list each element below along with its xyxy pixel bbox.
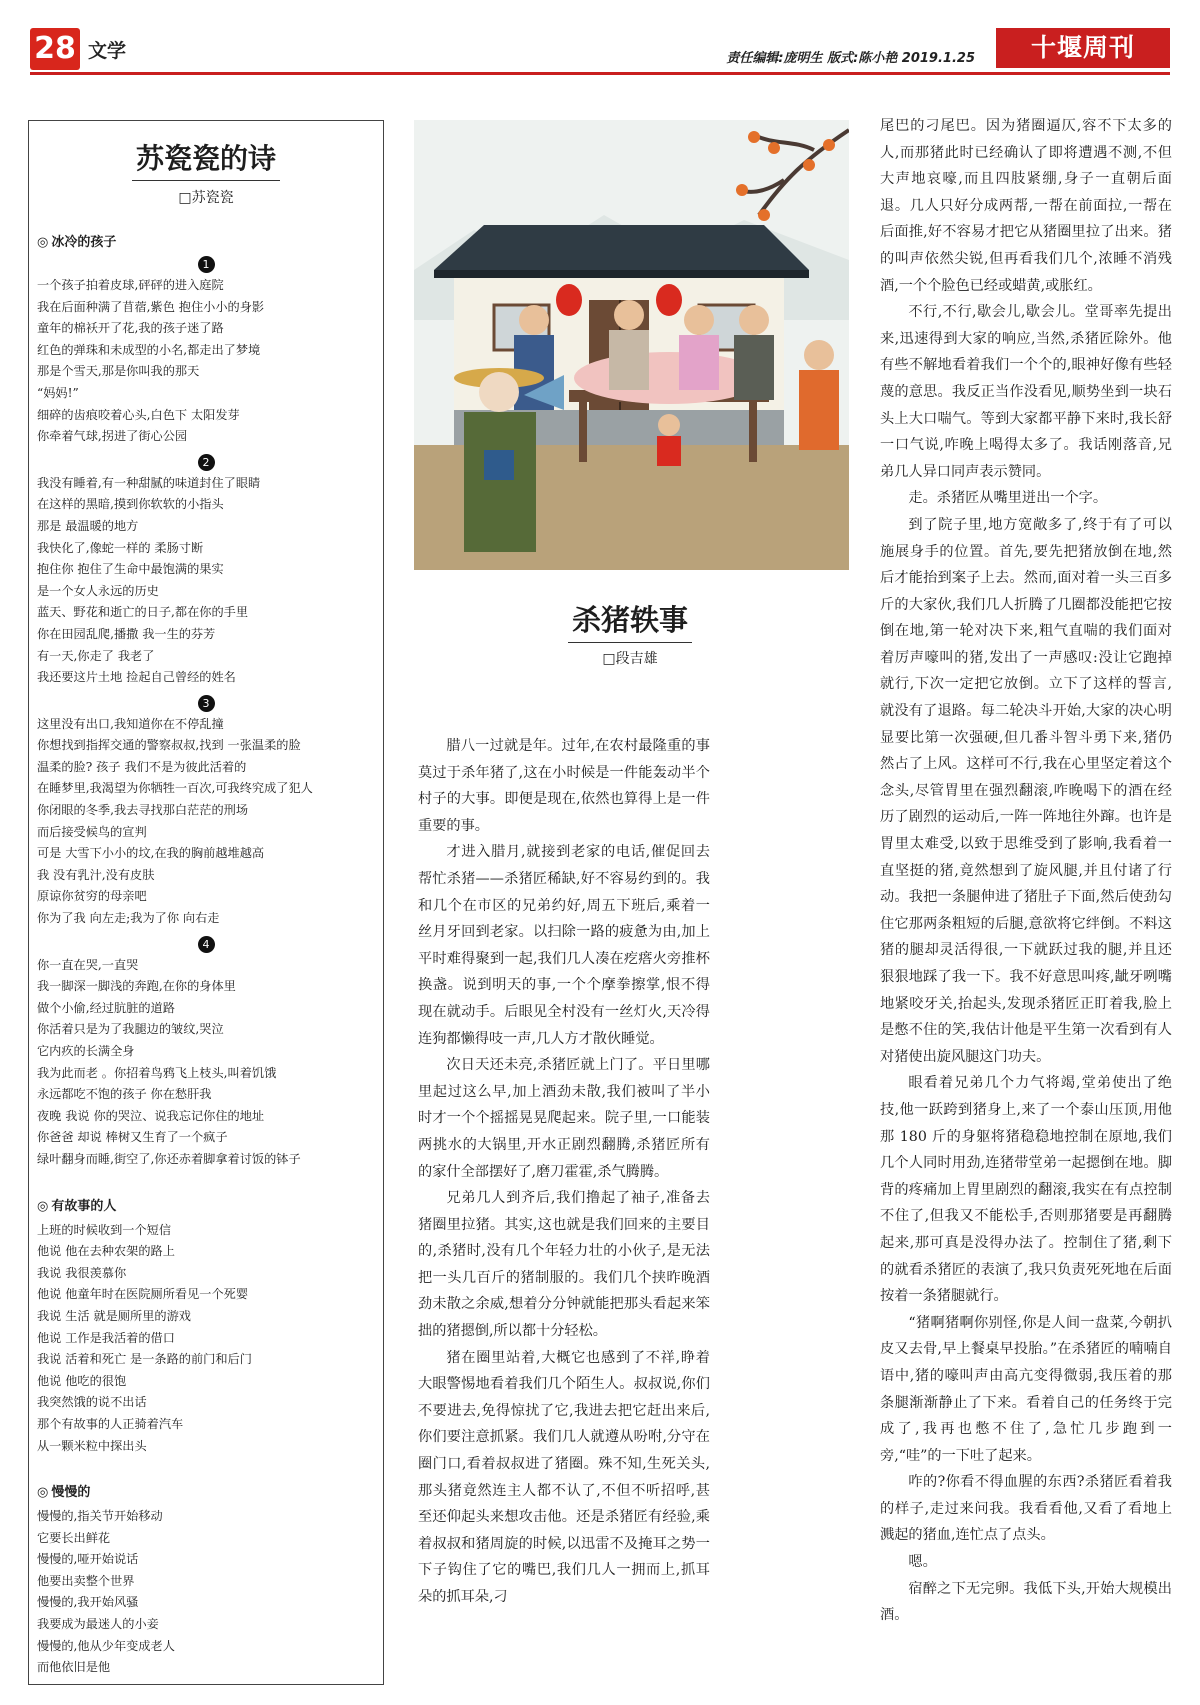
poem-line: 我快化了,像蛇一样的 柔肠寸断 xyxy=(37,540,204,555)
poem-line: 而他依旧是他 xyxy=(37,1660,111,1675)
poem-title xyxy=(29,137,383,181)
story-paragraph: 嗯。 xyxy=(908,1554,937,1571)
poem-line: 他说 工作是我活着的借口 xyxy=(37,1330,175,1345)
poem-title-text: 苏瓷瓷的诗 xyxy=(132,137,280,181)
poem-line: 有一天,你走了 我老了 xyxy=(37,648,155,663)
story-paragraph: 不行,不行,歇会儿,歇会儿。堂哥率先提出来,迅速得到大家的响应,当然,杀猪匠除外。他有些不解地看着我们一个个的,眼神好像有些轻蔑的意思。我反正当作没看见,顺势坐到一块石头上大口喘气。等到大家都平静下来时,我长舒一口气说,咋晚上喝得太多了。我话刚落音,兄弟几人异口同声表示赞同。 xyxy=(880,304,1172,480)
poem-line: 它要长出鲜花 xyxy=(37,1530,111,1545)
poem-subtitle-text: 有故事的人 xyxy=(51,1198,117,1214)
poem-line: 我没有睡着,有一种甜腻的味道封住了眼睛 xyxy=(37,475,261,490)
header-divider xyxy=(30,72,1170,75)
bullet-icon: ◎ xyxy=(37,235,49,250)
poem-line: 你闭眼的冬季,我去寻找那白茫茫的刑场 xyxy=(37,803,249,818)
bullet-icon: ◎ xyxy=(37,1198,49,1214)
poem-line: 一个孩子拍着皮球,砰砰的进入庭院 xyxy=(37,278,224,292)
poem-line: 它内疚的长满全身 xyxy=(37,1044,135,1058)
poem-line: 他说 他吃的很饱 xyxy=(37,1373,127,1388)
story-paragraph: 兄弟几人到齐后,我们撸起了袖子,准备去猪圈里拉猪。其实,这也就是我们回来的主要目的,杀猪时,没有几个年轻力壮的小伙子,是无法把一头几百斤的猪制服的。我们几个挟昨晚酒劲未散之余威,想着分分钟就能把那头看起来笨拙的猪摁倒,所以都十分轻松。 xyxy=(418,1190,710,1340)
poem-line: 你在田园乱爬,播撒 我一生的芬芳 xyxy=(37,626,216,641)
poem-line: 绿叶翻身而睡,街空了,你还赤着脚拿着讨饭的钵子 xyxy=(37,1151,301,1166)
poem-line: 慢慢的,哑开始说话 xyxy=(37,1552,139,1567)
masthead-logo: 十堰周刊 xyxy=(996,28,1170,68)
poem-line: 慢慢的,他从少年变成老人 xyxy=(37,1638,175,1653)
poem-line: 我要成为最迷人的小妾 xyxy=(37,1617,159,1632)
poem-subtitle-text: 冰冷的孩子 xyxy=(51,235,117,250)
poem-line: 他说 他童年时在医院厕所看见一个死婴 xyxy=(37,1287,249,1302)
story-paragraph: 宿醉之下无完卵。我低下头,开始大规模出酒。 xyxy=(880,1580,1172,1624)
poem-line: 在睡梦里,我渴望为你牺牲一百次,可我终究成了犯人 xyxy=(37,781,313,796)
poem-author: □苏瓷瓷 xyxy=(178,190,234,206)
poem-line: 细碎的齿痕咬着心头,白色下 太阳发芽 xyxy=(37,407,240,422)
poem-line: 这里没有出口,我知道你在不停乱撞 xyxy=(37,716,224,731)
poem-line: 原谅你贫穷的母亲吧 xyxy=(37,889,147,904)
poem-line: 你活着只是为了我腿边的皱纹,哭泣 xyxy=(37,1022,224,1037)
story-paragraph: 次日天还未亮,杀猪匠就上门了。平日里哪里起过这么早,加上酒劲未散,我们被叫了半小时才一个个摇摇晃晃爬起来。院子里,一口能装两挑水的大锅里,开水正剧烈翻腾,杀猪匠所有的家什全部摆好了,磨刀霍霍,杀气腾腾。 xyxy=(418,1057,710,1180)
poem-line: 我突然饿的说不出话 xyxy=(37,1395,147,1410)
poem-subtitle xyxy=(37,231,383,250)
poem-line: 蓝天、野花和逝亡的日子,都在你的手里 xyxy=(37,605,249,620)
story-paragraph: 尾巴的刁尾巴。因为猪圈逼仄,容不下太多的人,而那猪此时已经确认了即将遭遇不测,不但大声地哀嚎,而且四肢紧绷,身子一直朝后面退。几人只好分成两帮,一帮在前面拉,一帮在后面推,好不容易才把它从猪圈里拉了出来。猪的叫声依然尖锐,但再看我们几个,浓睡不消残酒,一个个脸色已经或蜡黄,或胀红。 xyxy=(880,118,1172,294)
story-paragraph: 才进入腊月,就接到老家的电话,催促回去帮忙杀猪——杀猪匠稀缺,好不容易约到的。我和几个在市区的兄弟约好,周五下班后,乘着一丝月牙回到老家。以扫除一路的疲惫为由,加上平时难得聚到一起,我们几人凑在疙瘩火旁推杯换盏。说到明天的事,一个个摩拳擦掌,恨不得现在就动手。后眼见全村没有一丝灯火,天冷得连狗都懒得吱一声,几人方才散伙睡觉。 xyxy=(418,844,710,1047)
poem-line: “妈妈!” xyxy=(37,385,79,400)
poem-line: 那个有故事的人正骑着汽车 xyxy=(37,1416,184,1431)
section-number: 1 xyxy=(198,256,215,273)
poem-line: 童年的棉袄开了花,我的孩子迷了路 xyxy=(37,321,224,336)
page-header xyxy=(30,28,1170,74)
poem-body xyxy=(29,231,383,1679)
poem-line: 他要出卖整个世界 xyxy=(37,1573,135,1588)
story-paragraph: 眼看着兄弟几个力气将竭,堂弟使出了绝技,他一跃跨到猪身上,来了一个泰山压顶,用他那 180 斤的身躯将猪稳稳地控制在原地,我们几个人同时用劲,连猪带堂弟一起摁倒在地。脚背的疼痛加上胃里剧烈的翻滚,我实在有点控制不住了,但我又不能松手,否则那猪要是再翻腾起来,那可真是没得办法了。控制住了猪,剩下的就看杀猪匠的表演了,我只负责死死地在后面按着一条猪腿就行。 xyxy=(880,1075,1172,1305)
editor-credits: 责任编辑:庞明生 版式:陈小艳 2019.1.25 xyxy=(726,51,975,66)
poem-line: 我为此而老 。你招着鸟鸦飞上枝头,叫着饥饿 xyxy=(37,1065,277,1080)
poem-line: 你爸爸 却说 棒树又生育了一个疯子 xyxy=(37,1130,228,1145)
poem-line: 我 没有乳汁,没有皮肤 xyxy=(37,867,155,882)
section-number: 2 xyxy=(198,454,215,471)
poem-line: 我一脚深一脚浅的奔跑,在你的身体里 xyxy=(37,979,236,994)
poem-line: 我说 生活 就是厕所里的游戏 xyxy=(37,1308,191,1323)
poem-line: 他说 他在去种农架的路上 xyxy=(37,1244,175,1259)
poem-line: 是一个女人永远的历史 xyxy=(37,583,159,598)
section-label: 文学 xyxy=(88,40,127,62)
poem-line: 我还要这片土地 捡起自己曾经的姓名 xyxy=(37,670,236,685)
story-column-2 xyxy=(880,113,1172,1685)
story-paragraph: 猪在圈里站着,大概它也感到了不祥,睁着大眼警惕地看着我们几个陌生人。叔叔说,你们不要进去,免得惊扰了它,我进去把它赶出来后,你们要注意抓紧。我们几人就遵从吩咐,分守在圈门口,看着叔叔进了猪圈。殊不知,生死关头,那头猪竟然连主人都不认了,不但不听招呼,甚至还仰起头来想攻击他。还是杀猪匠有经验,乘着叔叔和猪周旋的时候,以迅雷不及掩耳之势一下子钩住了它的嘴巴,我们几人一拥而上,抓耳朵的抓耳朵,刁 xyxy=(418,1349,710,1605)
section-number: 4 xyxy=(198,936,215,953)
poem-line: 你牵着气球,拐进了街心公园 xyxy=(37,429,188,444)
poem-line: 慢慢的,我开始风骚 xyxy=(37,1595,139,1610)
poem-line: 抱住你 抱住了生命中最饱满的果实 xyxy=(37,562,224,577)
poem-line: 夜晚 我说 你的哭泣、说我忘记你住的地址 xyxy=(37,1108,265,1123)
story-column-1 xyxy=(418,733,710,1685)
story-paragraph: 到了院子里,地方宽敞多了,终于有了可以施展身手的位置。首先,要先把猪放倒在地,然后才能抬到案子上去。然而,面对着一头三百多斤的大家伙,我们几人折腾了几圈都没能把它按倒在地,第一轮对决下来,粗气直喘的我们面对着厉声嚎叫的猪,发出了一声感叹:没让它跑掉就行,下次一定把它放倒。立下了这样的誓言,就没有了退路。每二轮决斗开始,大家的决心明显要比第一次强硬,但几番斗智斗勇下来,猪仍然占了上风。这样可不行,我在心里坚定着这个念头,尽管胃里在强烈翻滚,咋晚喝下的酒在经历了剧烈的运动后,一阵一阵地往外蹿。也许是胃里太难受,以致于思维受到了影响,我看着一直坚挺的猪,竟然想到了旋风腿,并且付诸了行动。我把一条腿伸进了猪肚子下面,然后使劲勾住它那两条粗短的后腿,意欲将它绊倒。不料这猪的腿却灵活得很,一下就跃过我的腿,并且还狠狠地踩了我一下。我不好意思叫疼,龇牙咧嘴地紧咬牙关,抬起头,发现杀猪匠正盯着我,脸上是憋不住的笑,我估计他是平生第一次看到有人对猪使出旋风腿这门功夫。 xyxy=(880,516,1172,1065)
story-paragraph: “猪啊猪啊你别怪,你是人间一盘菜,今朝扒皮又去骨,早上餐桌早投胎。”在杀猪匠的喃喃自语中,猪的嚎叫声由高亢变得微弱,我压着的那条腿渐渐静止了下来。看着自己的任务终于完成了,我再也憋不住了,急忙几步跑到一旁,“哇”的一下吐了起来。 xyxy=(880,1314,1172,1464)
section-number: 3 xyxy=(198,695,215,712)
poem-line: 你想找到指挥交通的警察叔叔,找到 一张温柔的脸 xyxy=(37,738,301,753)
poem-line: 而后接受候鸟的宣判 xyxy=(37,824,147,839)
poem-line: 从一颗米粒中探出头 xyxy=(37,1438,147,1453)
poem-box xyxy=(28,120,384,1685)
poem-line: 我说 活着和死亡 是一条路的前门和后门 xyxy=(37,1352,252,1367)
story-paragraph: 走。杀猪匠从嘴里迸出一个字。 xyxy=(908,490,1108,507)
poem-line: 我说 我很羡慕你 xyxy=(37,1265,127,1280)
poem-line: 做个小偷,经过肮脏的道路 xyxy=(37,1000,175,1015)
poem-line: 可是 大雪下小小的坟,在我的胸前越堆越高 xyxy=(37,846,265,861)
poem-line: 那是个雪天,那是你叫我的那天 xyxy=(37,364,200,379)
poem-line: 温柔的脸? 孩子 我们不是为彼此活着的 xyxy=(37,759,247,774)
poem-subtitle xyxy=(37,1195,383,1214)
village-pig-slaughter-illustration-icon xyxy=(414,120,849,570)
poem-line: 那是 最温暖的地方 xyxy=(37,518,139,533)
poem-line: 慢慢的,指关节开始移动 xyxy=(37,1509,163,1524)
poem-subtitle-text: 慢慢的 xyxy=(51,1485,91,1501)
poem-line: 你为了我 向左走;我为了你 向右走 xyxy=(37,911,220,926)
story-title-text: 杀猪轶事 xyxy=(568,598,692,643)
story-title xyxy=(540,598,720,643)
poem-line: 永远都吃不饱的孩子 你在愁肝我 xyxy=(37,1087,212,1102)
bullet-icon: ◎ xyxy=(37,1485,49,1501)
poem-line: 在这样的黑暗,摸到你软软的小指头 xyxy=(37,497,224,512)
illustration-svg xyxy=(414,120,849,570)
page-number: 28 xyxy=(30,28,80,70)
poem-line: 上班的时候收到一个短信 xyxy=(37,1222,172,1237)
poem-subtitle xyxy=(37,1481,383,1500)
story-paragraph: 咋的?你看不得血腥的东西?杀猪匠看着我的样子,走过来问我。我看看他,又看了看地上溅起的猪血,连忙点了点头。 xyxy=(880,1474,1172,1544)
story-author: □段吉雄 xyxy=(602,651,658,667)
poem-line: 红色的弹珠和未成型的小名,都走出了梦境 xyxy=(37,342,261,357)
story-paragraph: 腊八一过就是年。过年,在农村最隆重的事莫过于杀年猪了,这在小时候是一件能轰动半个村子的大事。即便是现在,依然也算得上是一件重要的事。 xyxy=(418,738,710,834)
poem-line: 你一直在哭,一直哭 xyxy=(37,957,139,972)
poem-line: 我在后面种满了苜蓿,紫色 抱住小小的身影 xyxy=(37,299,265,314)
